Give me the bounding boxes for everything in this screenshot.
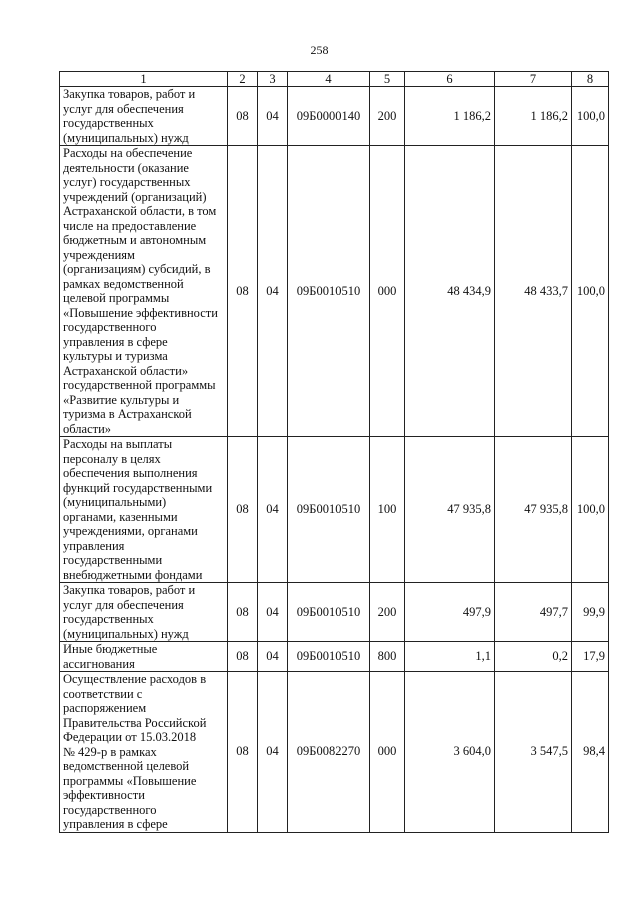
description-line: (муниципальными) bbox=[63, 495, 167, 509]
description-line: управления в сфере bbox=[63, 817, 168, 831]
description-line: «Развитие культуры и bbox=[63, 392, 180, 407]
approved-amount: 1,1 bbox=[405, 642, 495, 672]
description-line: области» bbox=[63, 421, 112, 436]
execution-percent: 100,0 bbox=[572, 87, 609, 146]
description-line: Осуществление расходов в bbox=[63, 672, 207, 686]
target-article-code: 09Б0010510 bbox=[288, 583, 370, 642]
description-line: Астраханской области, в том bbox=[63, 204, 217, 218]
section-code: 08 bbox=[228, 437, 258, 583]
description-line: государственного bbox=[63, 802, 157, 817]
description-line: распоряжением bbox=[63, 701, 147, 715]
table-row bbox=[60, 87, 609, 146]
table-row bbox=[60, 437, 609, 583]
description-line: программы «Повышение bbox=[63, 773, 197, 788]
executed-amount: 1 186,2 bbox=[495, 87, 572, 146]
executed-amount: 47 935,8 bbox=[495, 437, 572, 583]
subsection-code: 04 bbox=[258, 437, 288, 583]
description-line: культуры и туризма bbox=[63, 349, 168, 363]
description-line: услуг) государственных bbox=[63, 175, 191, 189]
approved-amount: 48 434,9 bbox=[405, 146, 495, 437]
row-description bbox=[60, 672, 228, 833]
description-line: персоналу в целях bbox=[63, 451, 161, 466]
description-line: № 429-р в рамках bbox=[63, 744, 157, 759]
target-article-code: 09Б0000140 bbox=[288, 87, 370, 146]
description-line: учреждений (организаций) bbox=[63, 189, 207, 204]
executed-amount: 0,2 bbox=[495, 642, 572, 672]
description-line: «Повышение эффективности bbox=[63, 305, 218, 320]
description-line: (муниципальных) нужд bbox=[63, 626, 189, 641]
description-line: управления bbox=[63, 538, 125, 553]
subsection-code: 04 bbox=[258, 672, 288, 833]
description-line: бюджетным и автономным bbox=[63, 233, 207, 247]
description-line: внебюджетными фондами bbox=[63, 567, 203, 582]
description-line: государственных bbox=[63, 612, 154, 626]
expense-type-code: 200 bbox=[370, 583, 405, 642]
description-line: государственного bbox=[63, 320, 157, 334]
description-line: управления в сфере bbox=[63, 334, 168, 349]
header-row bbox=[60, 72, 609, 87]
column-header: 1 bbox=[60, 72, 228, 87]
executed-amount: 3 547,5 bbox=[495, 672, 572, 833]
row-description bbox=[60, 87, 228, 146]
section-code: 08 bbox=[228, 87, 258, 146]
description-line: государственными bbox=[63, 553, 163, 567]
description-line: Федерации от 15.03.2018 bbox=[63, 730, 197, 744]
description-line: учреждениям bbox=[63, 247, 135, 262]
description-line: соответствии с bbox=[63, 686, 143, 701]
expense-type-code: 000 bbox=[370, 672, 405, 833]
section-code: 08 bbox=[228, 672, 258, 833]
description-line: Закупка товаров, работ и bbox=[63, 583, 196, 597]
description-line: (организациям) субсидий, в bbox=[63, 262, 211, 276]
description-line: государственных bbox=[63, 116, 154, 130]
description-line: рамках ведомственной bbox=[63, 276, 184, 291]
description-line: Астраханской области» bbox=[63, 363, 189, 378]
column-header: 4 bbox=[288, 72, 370, 87]
budget-table bbox=[59, 71, 609, 833]
description-line: ассигнования bbox=[63, 656, 135, 671]
description-line: услуг для обеспечения bbox=[63, 101, 184, 116]
table-row bbox=[60, 583, 609, 642]
row-description bbox=[60, 642, 228, 672]
execution-percent: 99,9 bbox=[572, 583, 609, 642]
executed-amount: 48 433,7 bbox=[495, 146, 572, 437]
table-row bbox=[60, 642, 609, 672]
expense-type-code: 200 bbox=[370, 87, 405, 146]
expense-type-code: 800 bbox=[370, 642, 405, 672]
description-line: Закупка товаров, работ и bbox=[63, 87, 196, 101]
description-line: Расходы на выплаты bbox=[63, 437, 173, 451]
section-code: 08 bbox=[228, 642, 258, 672]
subsection-code: 04 bbox=[258, 583, 288, 642]
description-line: услуг для обеспечения bbox=[63, 597, 184, 612]
target-article-code: 09Б0010510 bbox=[288, 146, 370, 437]
description-line: деятельности (оказание bbox=[63, 160, 189, 175]
execution-percent: 100,0 bbox=[572, 437, 609, 583]
executed-amount: 497,7 bbox=[495, 583, 572, 642]
target-article-code: 09Б0010510 bbox=[288, 437, 370, 583]
description-line: (муниципальных) нужд bbox=[63, 130, 189, 145]
column-header: 3 bbox=[258, 72, 288, 87]
column-header: 5 bbox=[370, 72, 405, 87]
description-line: учреждениями, органами bbox=[63, 524, 198, 538]
section-code: 08 bbox=[228, 146, 258, 437]
row-description bbox=[60, 583, 228, 642]
column-header: 8 bbox=[572, 72, 609, 87]
approved-amount: 47 935,8 bbox=[405, 437, 495, 583]
expense-type-code: 100 bbox=[370, 437, 405, 583]
description-line: Правительства Российской bbox=[63, 715, 207, 730]
execution-percent: 100,0 bbox=[572, 146, 609, 437]
row-description bbox=[60, 146, 228, 437]
section-code: 08 bbox=[228, 583, 258, 642]
target-article-code: 09Б0010510 bbox=[288, 642, 370, 672]
execution-percent: 17,9 bbox=[572, 642, 609, 672]
description-line: ведомственной целевой bbox=[63, 759, 190, 773]
expense-type-code: 000 bbox=[370, 146, 405, 437]
description-line: туризма в Астраханской bbox=[63, 407, 192, 421]
subsection-code: 04 bbox=[258, 642, 288, 672]
row-description bbox=[60, 437, 228, 583]
subsection-code: 04 bbox=[258, 87, 288, 146]
target-article-code: 09Б0082270 bbox=[288, 672, 370, 833]
description-line: государственной программы bbox=[63, 378, 216, 392]
table-row bbox=[60, 146, 609, 437]
column-header: 2 bbox=[228, 72, 258, 87]
approved-amount: 1 186,2 bbox=[405, 87, 495, 146]
description-line: обеспечения выполнения bbox=[63, 466, 198, 480]
column-header: 7 bbox=[495, 72, 572, 87]
description-line: числе на предоставление bbox=[63, 218, 197, 233]
description-line: эффективности bbox=[63, 788, 145, 802]
column-header: 6 bbox=[405, 72, 495, 87]
description-line: функций государственными bbox=[63, 480, 213, 495]
approved-amount: 3 604,0 bbox=[405, 672, 495, 833]
execution-percent: 98,4 bbox=[572, 672, 609, 833]
subsection-code: 04 bbox=[258, 146, 288, 437]
description-line: органами, казенными bbox=[63, 509, 178, 524]
description-line: Иные бюджетные bbox=[63, 642, 158, 656]
page-number: 258 bbox=[310, 43, 329, 57]
description-line: Расходы на обеспечение bbox=[63, 146, 193, 160]
table-row bbox=[60, 672, 609, 833]
approved-amount: 497,9 bbox=[405, 583, 495, 642]
description-line: целевой программы bbox=[63, 291, 170, 305]
